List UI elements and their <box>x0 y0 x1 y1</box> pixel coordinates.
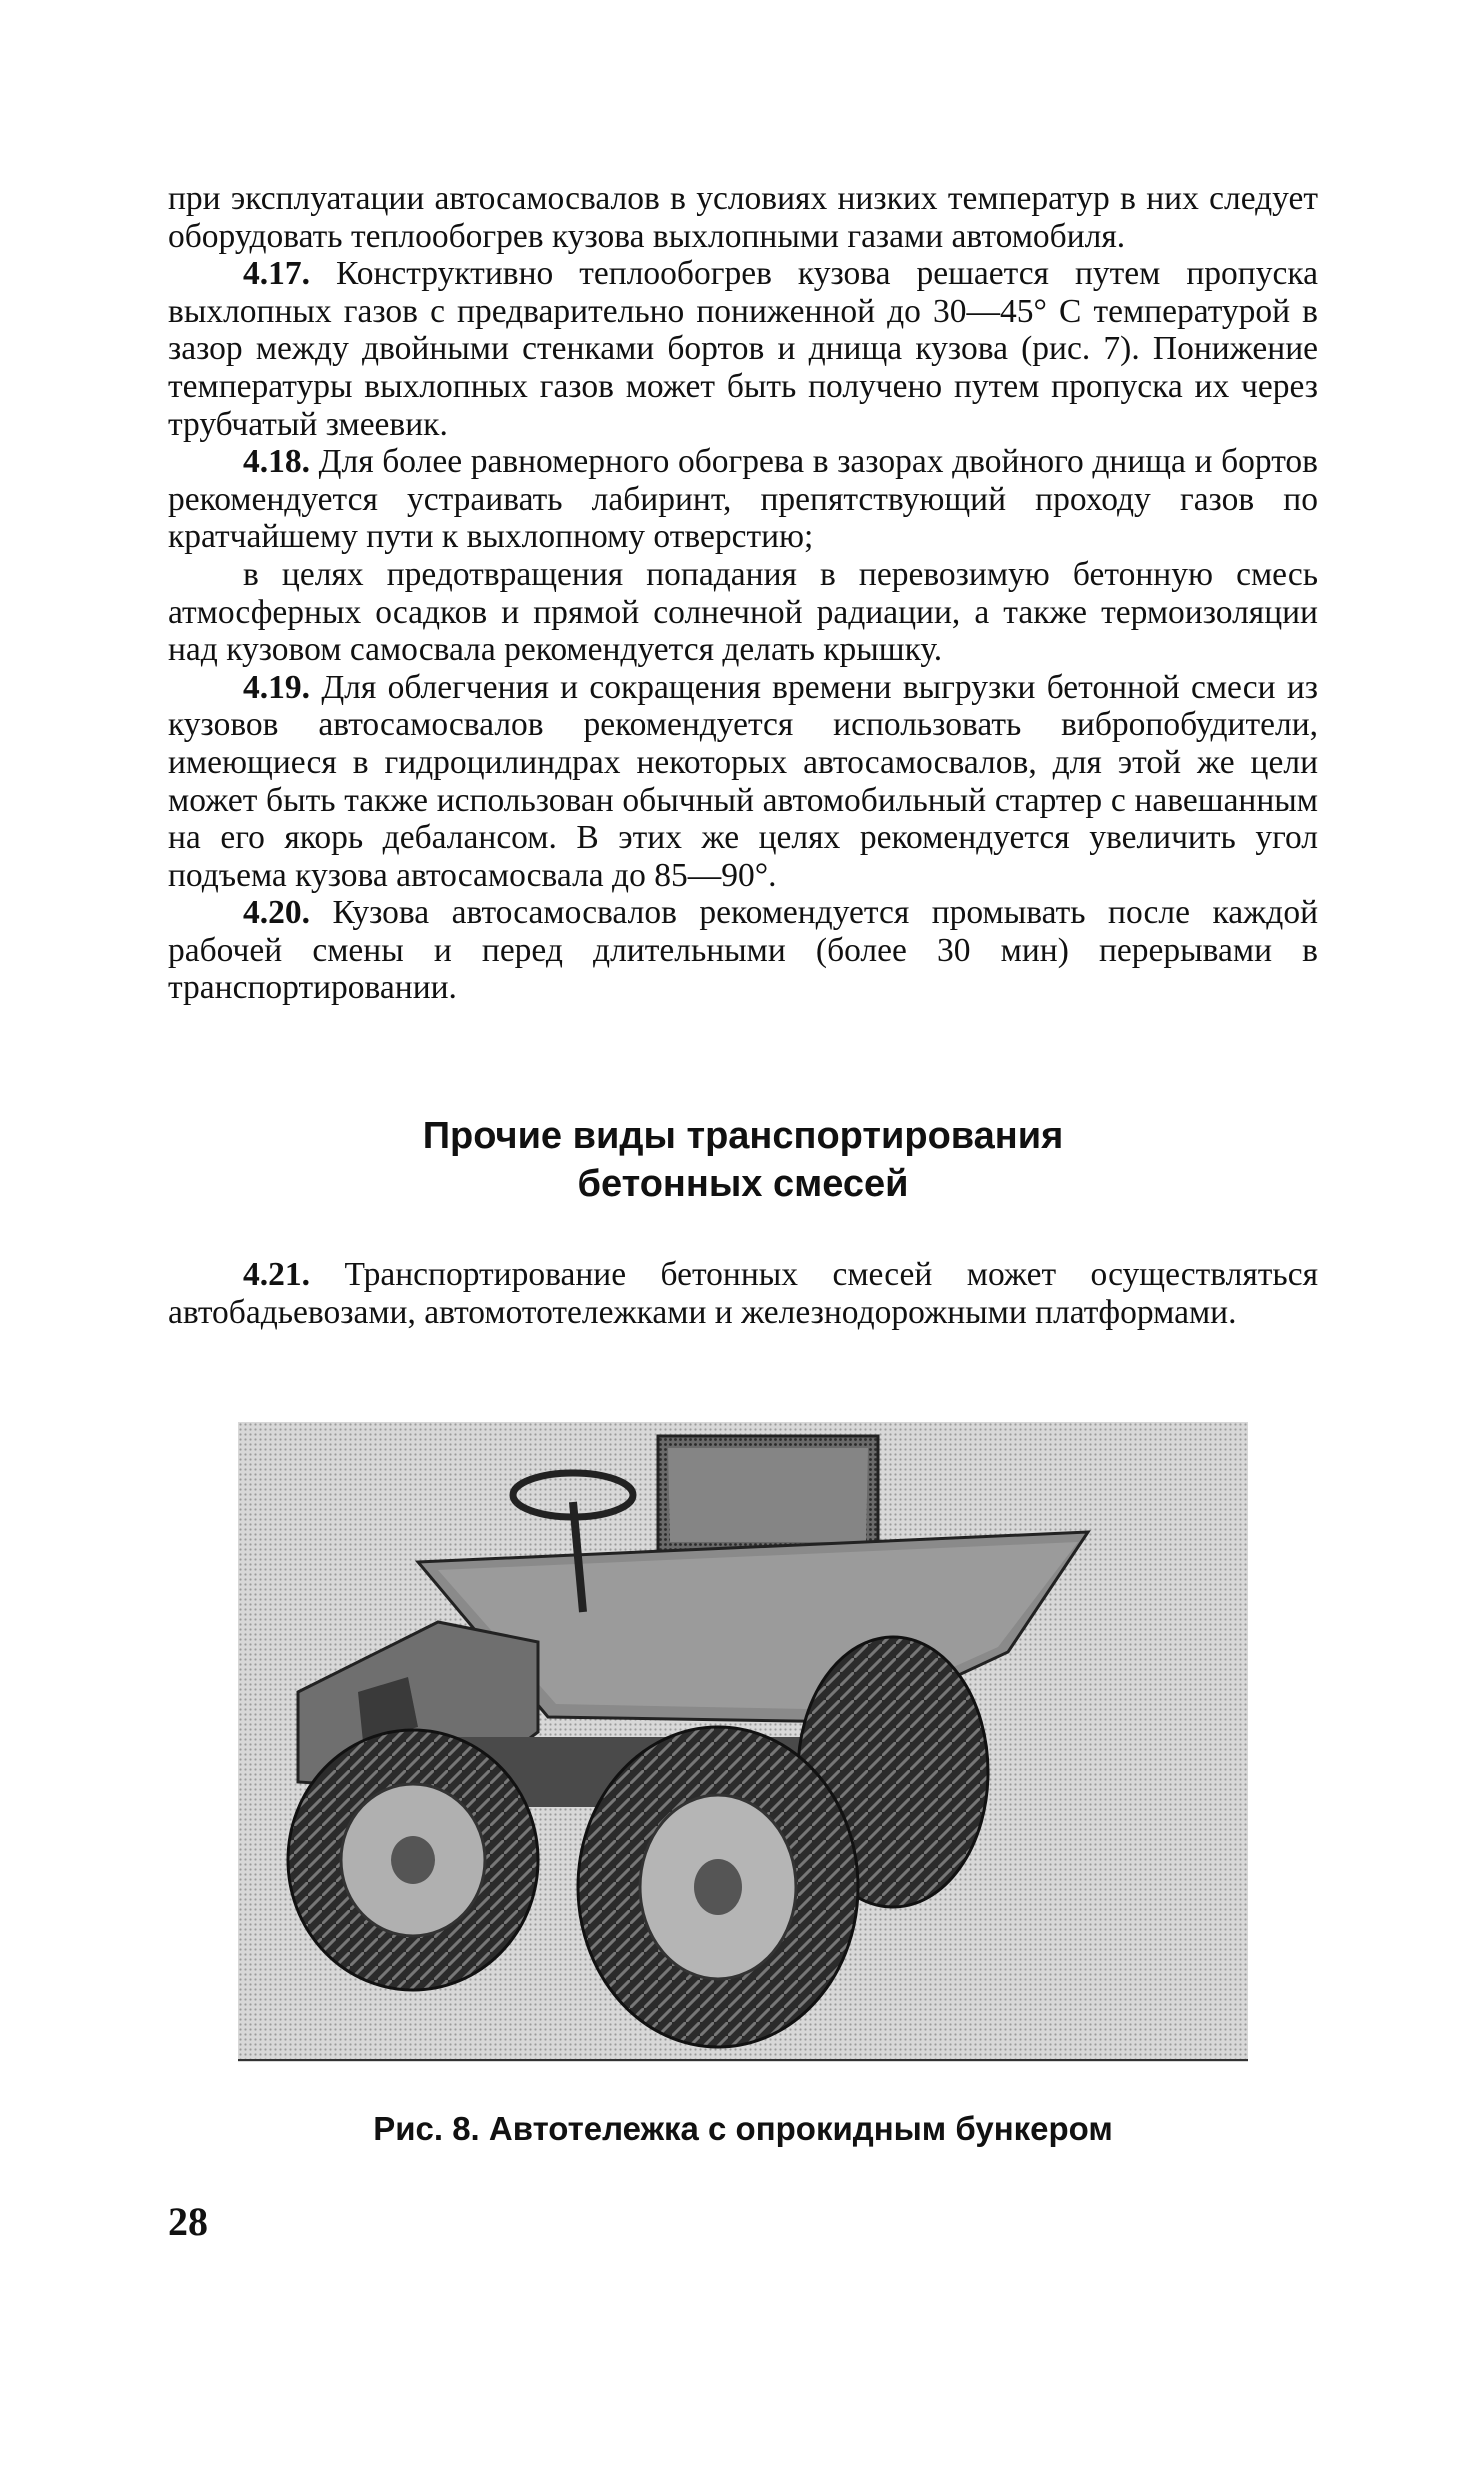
section-heading-line-2: бетонных смесей <box>577 1163 909 1205</box>
paragraph-number: 4.18. <box>243 443 310 481</box>
paragraph-4-20 <box>168 894 1318 1007</box>
paragraph-number: 4.20. <box>243 894 310 932</box>
figure-caption: Рис. 8. Автотележка с опрокидным бункером <box>373 2110 1113 2147</box>
paragraph-4-19 <box>168 669 1318 895</box>
body-text-upper <box>168 180 1318 1007</box>
page-number: 28 <box>168 2199 208 2244</box>
paragraph-text: Для более равномерного обогрева в зазорах двойного днища и бортов рекомендуется устраивать лабиринт, препятствующий проходу газов по кратчайшему пути к выхлопному отверстию; <box>168 443 1318 556</box>
paragraph-4-17 <box>168 255 1318 443</box>
section-heading-line-1: Прочие виды транспортирования <box>422 1115 1064 1157</box>
body-text-lower <box>168 1256 1318 1331</box>
paragraph-intro: при эксплуатации автосамосвалов в условиях низких температур в них следует оборудовать теплообогрев кузова выхлопными газами автомобиля. <box>168 180 1318 255</box>
paragraph-number: 4.19. <box>243 668 310 706</box>
paragraph-text: Конструктивно теплообогрев кузова решается путем пропуска выхлопных газов с предварительно пониженной до 30—45° С температурой в зазор между двойными стенками бортов и днища кузова (рис. 7). Понижение температуры выхлопных газов может быть получено путем пропуска их через трубчатый змеевик. <box>168 255 1318 443</box>
paragraph-4-21 <box>168 1256 1318 1331</box>
paragraph-4-18-continued: в целях предотвращения попадания в перевозимую бетонную смесь атмосферных осадков и прямой солнечной радиации, а также термоизоляции над кузовом самосвала рекомендуется делать крышку. <box>168 555 1318 669</box>
section-heading <box>168 1112 1318 1208</box>
paragraph-number: 4.17. <box>243 255 310 293</box>
paragraph-4-18 <box>168 443 1318 556</box>
paragraph-text: Транспортирование бетонных смесей может осуществляться автобадьевозами, автомототележками и железнодорожными платформами. <box>168 1256 1318 1331</box>
paragraph-text: Для облегчения и сокращения времени выгрузки бетонной смеси из кузовов автосамосвалов рекомендуется использовать вибропобудители, имеющиеся в гидроцилиндрах некоторых автосамосвалов, для этой же цели может быть также использован обычный автомобильный стартер с навешанным на его якорь дебалансом. В этих же целях рекомендуется увеличить угол подъема кузова автосамосвала до 85—90°. <box>168 668 1319 894</box>
paragraph-text: Кузова автосамосвалов рекомендуется промывать после каждой рабочей смены и перед длительными (более 30 мин) перерывами в транспортировании. <box>168 894 1319 1007</box>
figure-photo <box>238 1392 1248 2492</box>
paragraph-number: 4.21. <box>243 1256 310 1293</box>
